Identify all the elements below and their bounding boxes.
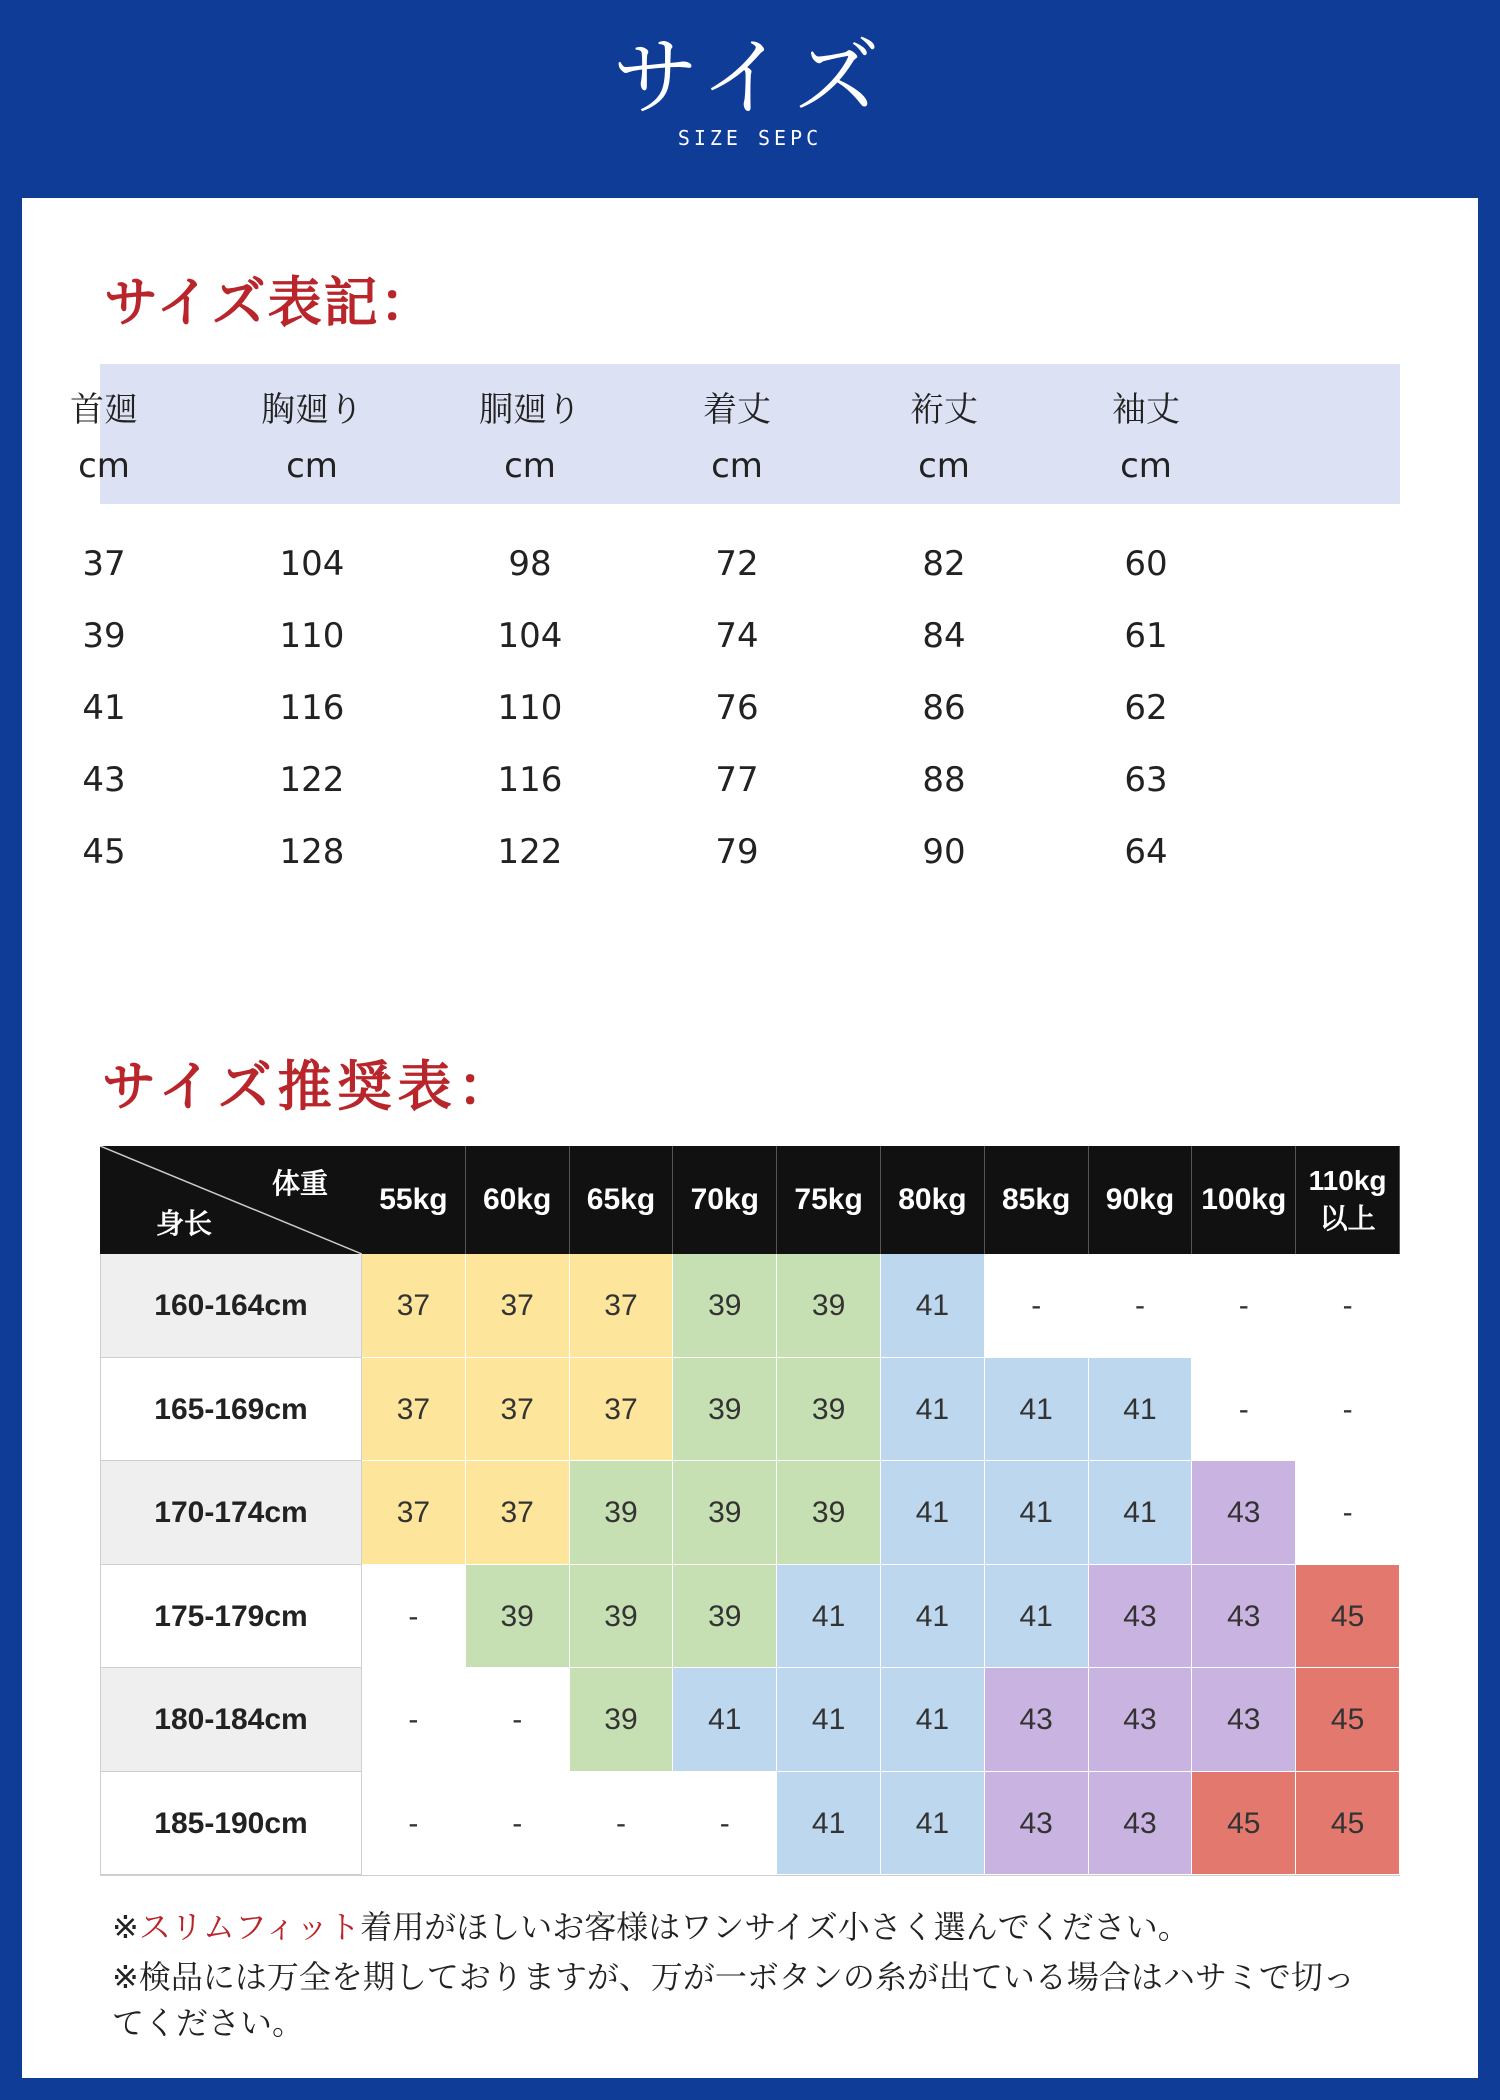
weight-label: 70kg	[690, 1183, 759, 1216]
page-header	[0, 0, 1500, 198]
size-cell: 41	[881, 1668, 985, 1772]
size-recommend-title: サイズ推奨表：	[102, 1055, 518, 1118]
height-label: 160-164cm	[100, 1254, 362, 1358]
weight-header	[985, 1146, 1089, 1254]
size-cell: 39	[673, 1461, 777, 1565]
size-cell: 39	[570, 1461, 674, 1565]
note-2-line-1: ※検品には万全を期しておりますが、万が一ボタンの糸が出ている場合はハサミで切っ	[112, 1958, 1355, 1996]
weight-header	[466, 1146, 570, 1254]
size-cell: 45	[1296, 1772, 1400, 1876]
size-cell: -	[1089, 1254, 1193, 1358]
corner-weight-label: 体重	[271, 1167, 328, 1200]
spec-cell: 74	[715, 616, 759, 656]
size-cell: 37	[570, 1358, 674, 1462]
spec-col-name: 胴廻り	[479, 390, 581, 430]
size-cell: -	[466, 1668, 570, 1772]
size-cell: 37	[362, 1358, 466, 1462]
weight-header	[1192, 1146, 1296, 1254]
size-cell: 43	[985, 1668, 1089, 1772]
page-title: サイズ	[612, 28, 888, 128]
size-cell: 39	[777, 1461, 881, 1565]
size-cell: 45	[1192, 1772, 1296, 1876]
size-cell: 41	[881, 1254, 985, 1358]
size-cell: 41	[985, 1461, 1089, 1565]
size-cell: -	[1192, 1358, 1296, 1462]
weight-label: 60kg	[483, 1183, 552, 1216]
size-cell: 43	[985, 1772, 1089, 1876]
spec-cell: 86	[922, 688, 966, 728]
size-cell: 41	[985, 1565, 1089, 1669]
size-cell: 37	[570, 1254, 674, 1358]
size-cell: -	[1296, 1461, 1400, 1565]
size-cell: 45	[1296, 1668, 1400, 1772]
spec-col-unit: cm	[78, 446, 130, 486]
spec-cell: 104	[497, 616, 563, 656]
height-label: 175-179cm	[100, 1565, 362, 1669]
size-cell: -	[570, 1772, 674, 1876]
size-cell: 37	[466, 1358, 570, 1462]
weight-header	[1089, 1146, 1193, 1254]
weight-label: 100kg	[1201, 1183, 1287, 1216]
weight-header	[1296, 1146, 1400, 1254]
size-cell: 41	[881, 1565, 985, 1669]
size-cell: 41	[673, 1668, 777, 1772]
spec-cell: 37	[82, 544, 126, 584]
size-cell: 45	[1296, 1565, 1400, 1669]
size-cell: 41	[777, 1565, 881, 1669]
size-cell: 43	[1089, 1772, 1193, 1876]
size-cell: 39	[570, 1565, 674, 1669]
note-1	[112, 1904, 1190, 1950]
spec-cell: 39	[82, 616, 126, 656]
weight-label: 75kg	[794, 1183, 863, 1216]
size-cell: -	[1296, 1358, 1400, 1462]
size-cell: 37	[466, 1254, 570, 1358]
height-label: 170-174cm	[100, 1461, 362, 1565]
note-1-text: 着用がほしいお客様はワンサイズ小さく選んでください。	[360, 1908, 1190, 1946]
spec-cell: 77	[715, 760, 759, 800]
note-2-line-2: てください。	[112, 2004, 305, 2042]
spec-cell: 45	[82, 832, 126, 872]
spec-cell: 64	[1124, 832, 1168, 872]
corner-height-label: 身长	[156, 1207, 213, 1240]
size-cell: 41	[1089, 1358, 1193, 1462]
spec-cell: 79	[715, 832, 759, 872]
size-cell: 41	[881, 1461, 985, 1565]
spec-cell: 128	[279, 832, 345, 872]
weight-label: 110kg	[1308, 1165, 1387, 1196]
height-label: 180-184cm	[100, 1668, 362, 1772]
spec-col-name: 袖丈	[1112, 390, 1180, 430]
size-cell: 43	[1089, 1565, 1193, 1669]
weight-header	[362, 1146, 466, 1254]
spec-col-name: 首廻	[70, 390, 138, 430]
size-cell: 43	[1192, 1668, 1296, 1772]
size-cell: 37	[466, 1461, 570, 1565]
size-cell: 39	[570, 1668, 674, 1772]
weight-label: 85kg	[1002, 1183, 1071, 1216]
size-cell: 39	[673, 1254, 777, 1358]
weight-label-suffix: 以上	[1319, 1203, 1376, 1234]
size-cell: 41	[881, 1772, 985, 1876]
height-label: 185-190cm	[100, 1772, 362, 1876]
size-cell: 41	[881, 1358, 985, 1462]
size-cell: 43	[1089, 1668, 1193, 1772]
size-cell: 41	[985, 1358, 1089, 1462]
note-2	[112, 1954, 1355, 2046]
spec-cell: 116	[497, 760, 563, 800]
spec-cell: 122	[279, 760, 345, 800]
size-cell: -	[362, 1668, 466, 1772]
size-cell: 41	[777, 1668, 881, 1772]
spec-col-unit: cm	[1120, 446, 1172, 486]
spec-col-unit: cm	[711, 446, 763, 486]
size-cell: 43	[1192, 1461, 1296, 1565]
spec-cell: 62	[1124, 688, 1168, 728]
size-cell: 43	[1192, 1565, 1296, 1669]
spec-cell: 84	[922, 616, 966, 656]
weight-header	[777, 1146, 881, 1254]
spec-col-unit: cm	[286, 446, 338, 486]
size-cell: -	[1192, 1254, 1296, 1358]
size-cell: -	[985, 1254, 1089, 1358]
weight-label: 55kg	[379, 1183, 448, 1216]
note-1-prefix: ※	[112, 1908, 139, 1946]
spec-cell: 82	[922, 544, 966, 584]
spec-cell: 76	[715, 688, 759, 728]
spec-cell: 43	[82, 760, 126, 800]
spec-cell: 104	[279, 544, 345, 584]
spec-cell: 88	[922, 760, 966, 800]
weight-header	[570, 1146, 674, 1254]
spec-col-unit: cm	[504, 446, 556, 486]
size-cell: -	[466, 1772, 570, 1876]
size-cell: -	[1296, 1254, 1400, 1358]
size-cell: -	[362, 1565, 466, 1669]
weight-header	[673, 1146, 777, 1254]
weight-header	[881, 1146, 985, 1254]
spec-cell: 61	[1124, 616, 1168, 656]
spec-cell: 116	[279, 688, 345, 728]
spec-cell: 60	[1124, 544, 1168, 584]
size-cell: 37	[362, 1254, 466, 1358]
spec-col-name: 胸廻り	[261, 390, 363, 430]
content-panel	[22, 198, 1478, 2078]
spec-col-name: 着丈	[703, 390, 771, 430]
spec-cell: 122	[497, 832, 563, 872]
spec-cell: 41	[82, 688, 126, 728]
page-subtitle: SIZE SEPC	[677, 126, 823, 150]
size-cell: 39	[673, 1358, 777, 1462]
size-cell: 41	[777, 1772, 881, 1876]
note-1-highlight: スリムフィット	[138, 1908, 361, 1946]
size-spec-title: サイズ表記：	[104, 271, 436, 334]
spec-cell: 72	[715, 544, 759, 584]
spec-cell: 63	[1124, 760, 1168, 800]
weight-label: 90kg	[1105, 1183, 1175, 1216]
size-spec-header	[70, 364, 1400, 504]
spec-cell: 90	[922, 832, 966, 872]
size-cell: 41	[1089, 1461, 1193, 1565]
size-cell: 37	[362, 1461, 466, 1565]
size-cell: 39	[777, 1254, 881, 1358]
height-label: 165-169cm	[100, 1358, 362, 1462]
weight-label: 65kg	[586, 1183, 656, 1216]
size-cell: -	[673, 1772, 777, 1876]
size-cell: -	[362, 1772, 466, 1876]
table-bottom-border	[100, 1875, 1400, 1876]
table-corner	[100, 1146, 362, 1254]
size-cell: 39	[673, 1565, 777, 1669]
size-cell: 39	[466, 1565, 570, 1669]
size-cell: 39	[777, 1358, 881, 1462]
spec-col-name: 裄丈	[910, 390, 978, 430]
spec-cell: 98	[508, 544, 552, 584]
spec-cell: 110	[497, 688, 563, 728]
spec-col-unit: cm	[918, 446, 970, 486]
spec-cell: 110	[279, 616, 345, 656]
weight-label: 80kg	[898, 1183, 967, 1216]
